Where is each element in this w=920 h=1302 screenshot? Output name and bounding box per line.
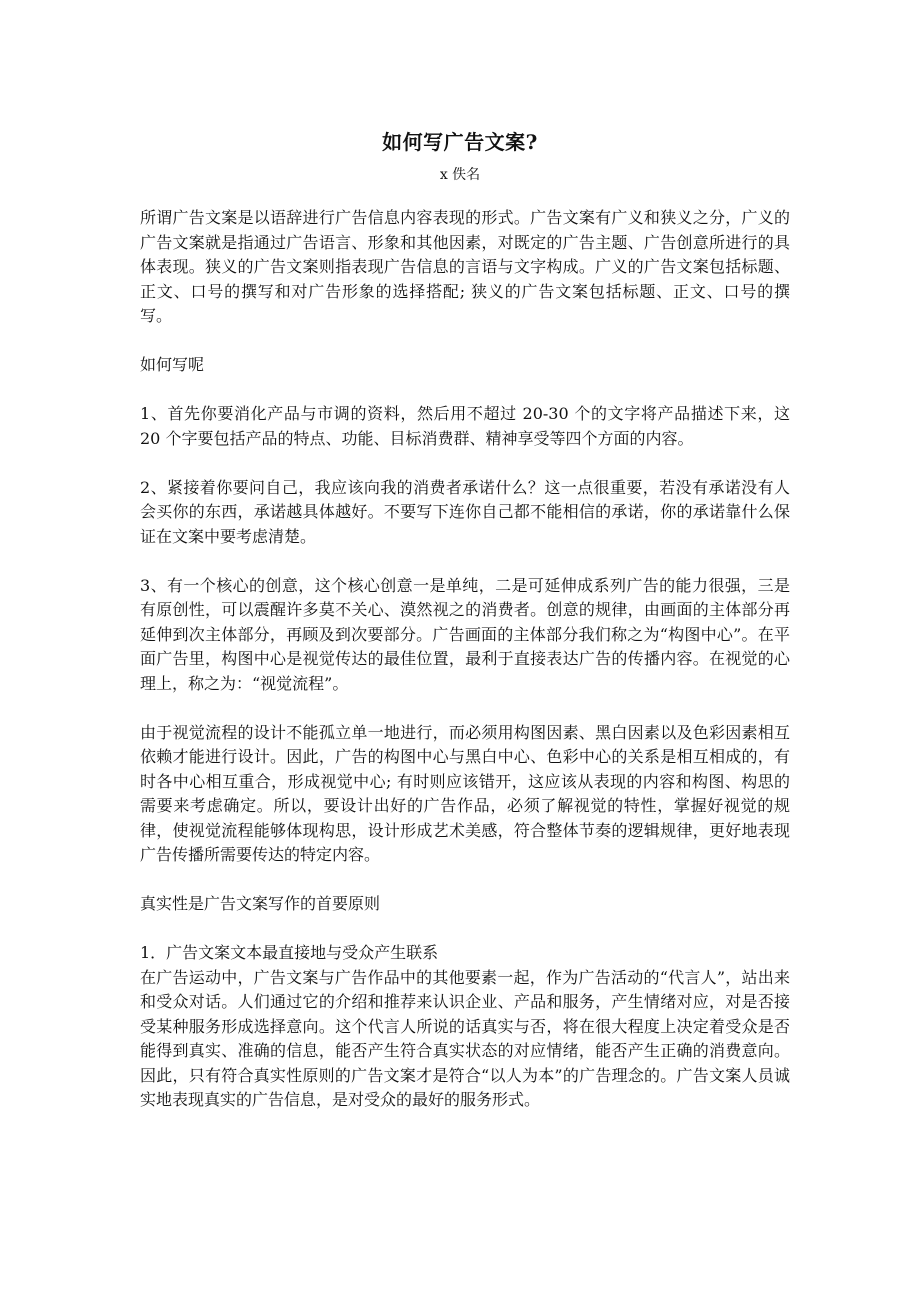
paragraph-visual-flow: 由于视觉流程的设计不能孤立单一地进行，而必须用构图因素、黑白因素以及色彩因素相互依赖才能进行设计。因此，广告的构图中心与黑白中心、色彩中心的关系是相互相成的，有时各中心相互重合，形成视觉中心; 有时则应该错开，这应该从表现的内容和构图、构思的需要来考虑确定。所以，要设计出好的广告作品，必须了解视觉的特性，掌握好视觉的规律，使视觉流程能够体现构思，设计形成艺术美感，符合整体节奏的逻辑规律，更好地表现广告传播所需要传达的特定内容。 bbox=[140, 722, 790, 864]
document-body bbox=[140, 206, 790, 1137]
paragraph-definition: 所谓广告文案是以语辞进行广告信息内容表现的形式。广告文案有广义和狭义之分，广义的广告文案就是指通过广告语言、形象和其他因素，对既定的广告主题、广告创意所进行的具体表现。狭义的广告文案则指表现广告信息的言语与文字构成。广义的广告文案包括标题、正文、口号的撰写和对广告形象的选择搭配; 狭义的广告文案包括标题、正文、口号的撰写。 bbox=[140, 208, 790, 325]
paragraph-how-to: 如何写呢 bbox=[140, 355, 205, 374]
document-author: x 佚名 bbox=[439, 167, 481, 183]
section-paragraph: 在广告运动中，广告文案与广告作品中的其他要素一起，作为广告活动的“代言人”，站出来和受众对话。人们通过它的介绍和推荐来认识企业、产品和服务，产生情绪对应，对是否接受某种服务形成选择意向。这个代言人所说的话真实与否，将在很大程度上决定着受众是否能得到真实、准确的信息，能否产生符合真实状态的对应情绪，能否产生正确的消费意向。因此，只有符合真实性原则的广告文案才是符合“以人为本”的广告理念的。广告文案人员诚实地表现真实的广告信息，是对受众的最好的服务形式。 bbox=[140, 967, 790, 1109]
paragraph-authenticity: 真实性是广告文案写作的首要原则 bbox=[140, 894, 381, 913]
section-heading: 1．广告文案文本最直接地与受众产生联系 bbox=[140, 943, 439, 962]
paragraph-step-1: 1、首先你要消化产品与市调的资料，然后用不超过 20-30 个的文字将产品描述下来，这 20 个字要包括产品的特点、功能、目标消费群、精神享受等四个方面的内容。 bbox=[140, 404, 790, 448]
paragraph-step-3: 3、有一个核心的创意，这个核心创意一是单纯，二是可延伸成系列广告的能力很强，三是有原创性，可以震醒许多莫不关心、漠然视之的消费者。创意的规律，由画面的主体部分再延伸到次主体部分，再顾及到次要部分。广告画面的主体部分我们称之为“构图中心”。在平面广告里，构图中心是视觉传达的最佳位置，最利于直接表达广告的传播内容。在视觉的心理上，称之为：“视觉流程”。 bbox=[140, 575, 790, 693]
document-title: 如何写广告文案? bbox=[382, 130, 538, 154]
paragraph-step-2: 2、紧接着你要问自己，我应该向我的消费者承诺什么？这一点很重要，若没有承诺没有人会买你的东西，承诺越具体越好。不要写下连你自己都不能相信的承诺，你的承诺靠什么保证在文案中要考虑清楚。 bbox=[140, 477, 790, 546]
